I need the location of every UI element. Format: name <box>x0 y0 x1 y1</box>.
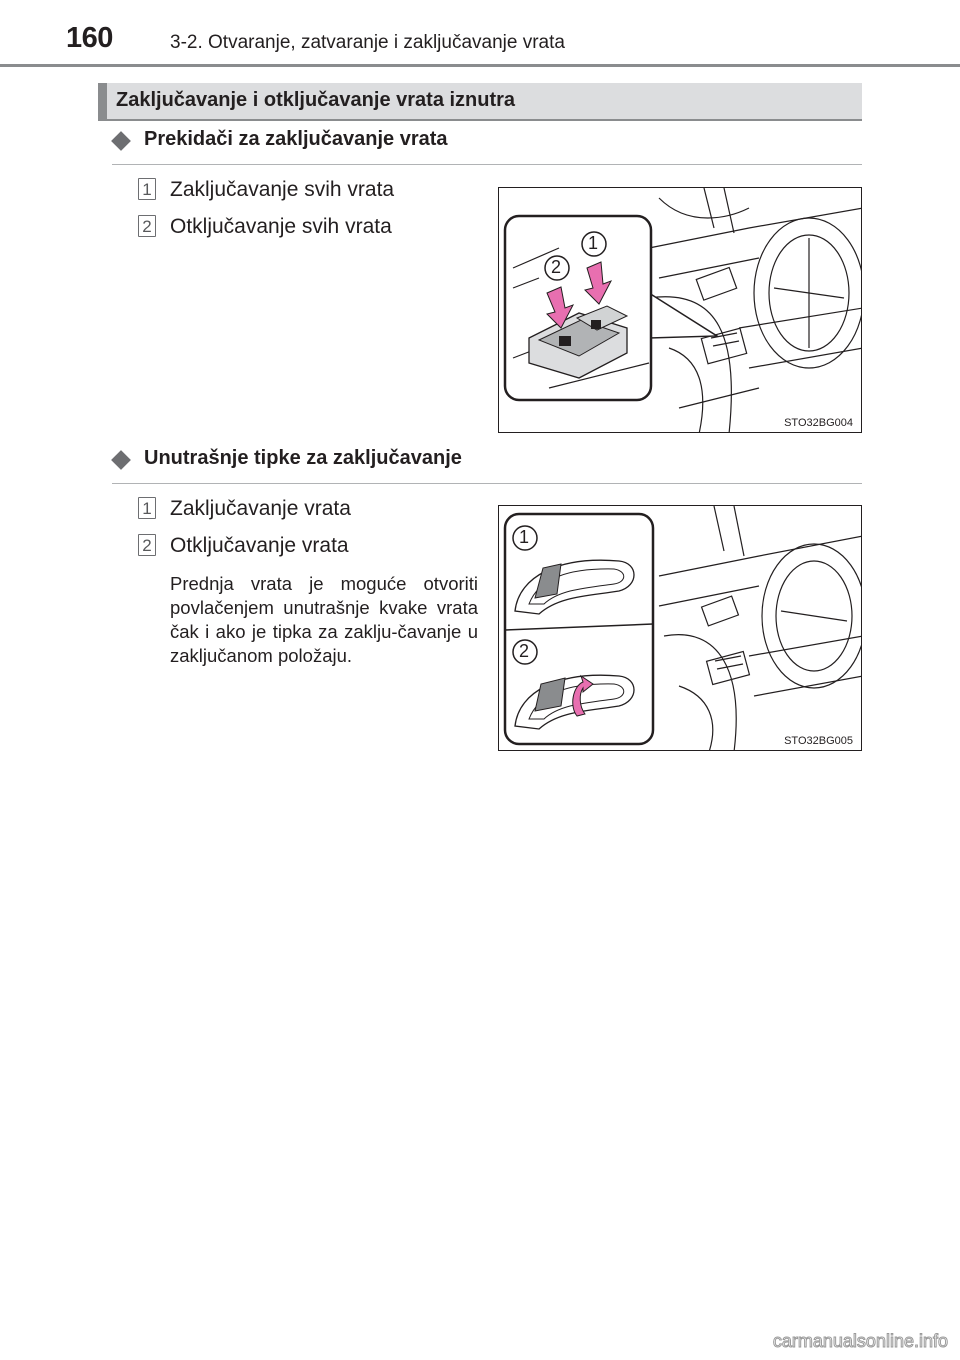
number-badge: 2 <box>138 534 156 556</box>
callout-label-2: 2 <box>519 641 530 661</box>
item-label: Zaključavanje svih vrata <box>170 178 395 201</box>
figure-code: STO32BG005 <box>784 735 853 747</box>
subsection-title: Unutrašnje tipke za zaključavanje <box>144 447 462 469</box>
callout-label-1: 1 <box>588 233 599 253</box>
item-label: Zaključavanje vrata <box>170 497 351 520</box>
diamond-bullet-icon <box>111 450 131 470</box>
number-badge: 2 <box>138 215 156 237</box>
page-header <box>0 0 960 70</box>
subsection-heading-door-lock-switches <box>112 124 862 165</box>
door-lock-switch-illustration <box>499 188 862 433</box>
watermark-text: carmanualsonline.info <box>772 1331 948 1351</box>
figure-inside-lock-buttons <box>498 505 862 751</box>
section-heading-bar <box>98 83 862 121</box>
item-label: Otključavanje svih vrata <box>170 215 392 238</box>
section-accent <box>98 83 107 119</box>
section-title: Zaključavanje i otključavanje vrata iznutra <box>116 89 516 111</box>
page-number: 160 <box>66 22 113 54</box>
chapter-title: 3-2. Otvaranje, zatvaranje i zaključavanje vrata <box>170 32 565 53</box>
callout-label-2: 2 <box>551 257 562 277</box>
item-label: Otključavanje vrata <box>170 534 349 557</box>
subsection-heading-inside-lock-buttons <box>112 443 862 484</box>
diamond-bullet-icon <box>111 131 131 151</box>
note-paragraph: Prednja vrata je moguće otvoriti povlačenjem unutrašnje kvake vrata čak i ako je tipka za zaklju-čavanje u zaključanom položaju. <box>170 573 478 666</box>
figure-door-lock-switches <box>498 187 862 433</box>
header-rule <box>0 64 960 67</box>
watermark <box>690 1330 950 1352</box>
figure-code: STO32BG004 <box>784 417 853 429</box>
subsection-title: Prekidači za zaključavanje vrata <box>144 128 448 150</box>
callout-label-1: 1 <box>519 527 530 547</box>
number-badge: 1 <box>138 497 156 519</box>
number-badge: 1 <box>138 178 156 200</box>
inside-lock-button-illustration <box>499 506 862 751</box>
